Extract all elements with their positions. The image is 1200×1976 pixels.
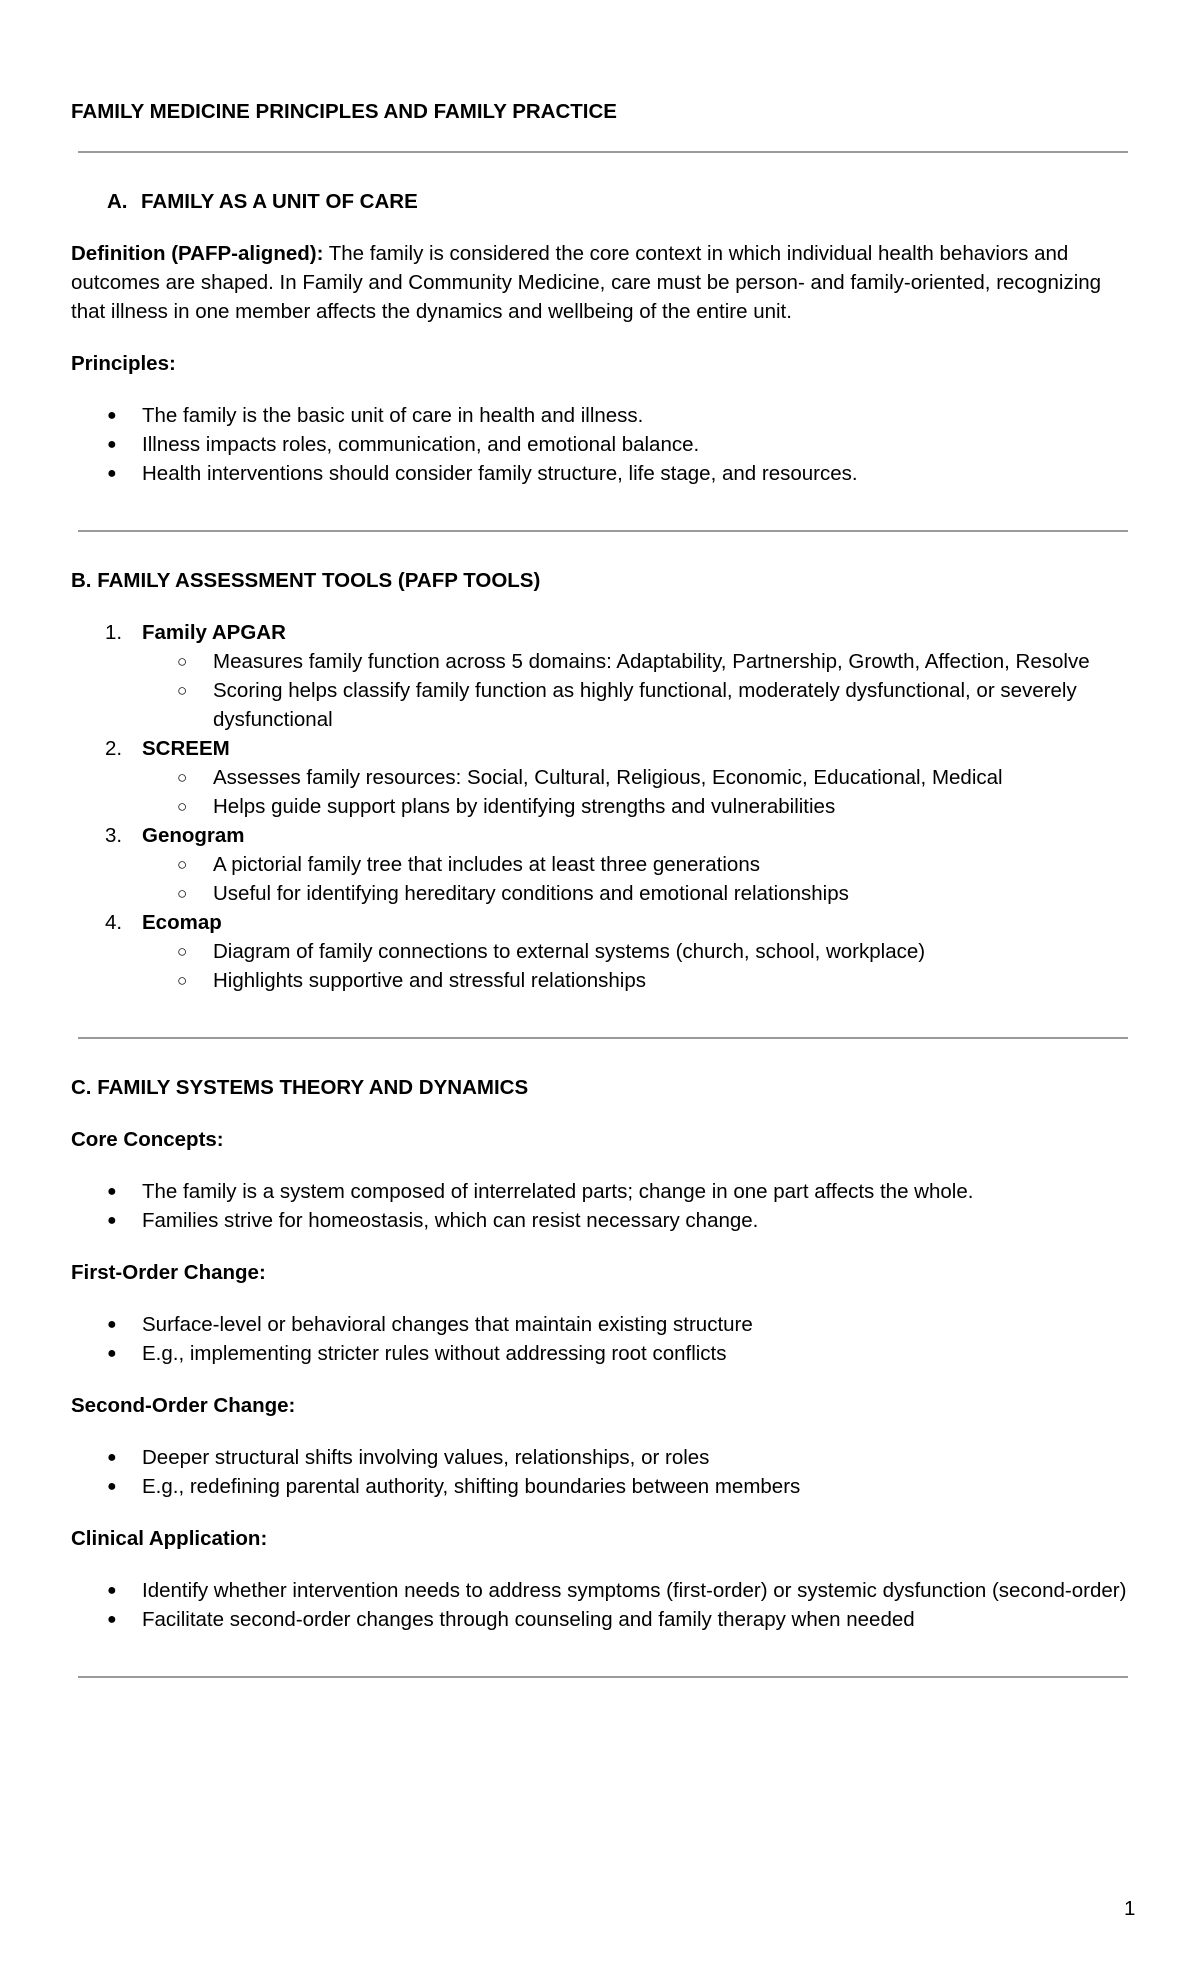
first-order-list [71,1310,1131,1368]
bullet-icon: ● [107,436,117,453]
circle-bullet-icon: ○ [177,971,188,990]
tool-name: Family APGAR [142,621,286,644]
section-a-title: FAMILY AS A UNIT OF CARE [141,190,418,213]
list-item-text: E.g., implementing stricter rules without addressing root conflicts [142,1342,727,1365]
sub-item-text: Useful for identifying hereditary conditions and emotional relationships [213,882,849,905]
list-item-text: Facilitate second-order changes through counseling and family therapy when needed [142,1608,915,1631]
circle-bullet-icon: ○ [177,681,188,700]
sub-item [142,792,1131,821]
bullet-icon: ● [107,1449,117,1466]
page-number: 1 [1124,1897,1136,1920]
sub-item [142,850,1131,879]
sub-item-text: Highlights supportive and stressful relationships [213,969,647,992]
bullet-icon: ● [107,1212,117,1229]
assessment-tools-list [71,618,1131,995]
sub-item-text: A pictorial family tree that includes at least three generations [213,853,760,876]
tool-points [142,937,1131,995]
definition-label: Definition (PAFP-aligned): [71,242,324,265]
sub-item-text: Measures family function across 5 domains: Adaptability, Partnership, Growth, Affection, Resolve [213,650,1090,673]
list-item [71,1177,1131,1206]
clinical-application-list [71,1576,1131,1634]
sub-item-text: Diagram of family connections to external systems (church, school, workplace) [213,940,926,963]
tool-item [71,821,1131,908]
section-a-heading [71,187,1131,216]
list-item-text: Identify whether intervention needs to address symptoms (first-order) or systemic dysfunction (second-order) [142,1579,1127,1602]
tool-item [71,618,1131,734]
definition-paragraph [71,239,1131,326]
list-item-text: Surface-level or behavioral changes that maintain existing structure [142,1313,753,1336]
list-item-text: The family is the basic unit of care in health and illness. [142,404,644,427]
clinical-application-label: Clinical Application: [71,1527,268,1550]
principles-label: Principles: [71,352,176,375]
sub-item [142,966,1131,995]
tool-number: 2. [105,737,123,760]
bullet-icon: ● [107,1478,117,1495]
tool-item [71,734,1131,821]
list-item [71,1605,1131,1634]
list-item [71,1472,1131,1501]
list-item [71,430,1131,459]
section-b-heading: B. FAMILY ASSESSMENT TOOLS (PAFP TOOLS) [71,569,541,592]
document-title: FAMILY MEDICINE PRINCIPLES AND FAMILY PRACTICE [71,100,617,123]
tool-points [142,850,1131,908]
list-item-text: Families strive for homeostasis, which can resist necessary change. [142,1209,759,1232]
sub-item-text: Assesses family resources: Social, Cultural, Religious, Economic, Educational, Medical [213,766,1003,789]
second-order-label: Second-Order Change: [71,1394,296,1417]
list-item [71,401,1131,430]
circle-bullet-icon: ○ [177,942,188,961]
sub-item [142,937,1131,966]
list-item-text: Illness impacts roles, communication, and emotional balance. [142,433,700,456]
bullet-icon: ● [107,1345,117,1362]
definition-text: The family is considered the core context in which individual health behaviors and outcomes are shaped. In Family and Community Medicine, care must be person- and family-oriented, recognizing that illness in one member affects the dynamics and wellbeing of the entire unit. [71,242,1102,323]
sub-item-text: Scoring helps classify family function as highly functional, moderately dysfunctional, or severely dysfunctional [213,679,1077,731]
divider [78,1676,1128,1678]
section-a-letter: A. [107,190,128,213]
sub-item [142,676,1131,734]
bullet-icon: ● [107,465,117,482]
list-item [71,1339,1131,1368]
bullet-icon: ● [107,1582,117,1599]
bullet-icon: ● [107,1316,117,1333]
bullet-icon: ● [107,1183,117,1200]
circle-bullet-icon: ○ [177,768,188,787]
circle-bullet-icon: ○ [177,884,188,903]
list-item [71,1576,1131,1605]
tool-name: Ecomap [142,911,222,934]
core-concepts-label: Core Concepts: [71,1128,224,1151]
tool-number: 4. [105,911,123,934]
tool-points [142,763,1131,821]
list-item-text: E.g., redefining parental authority, shifting boundaries between members [142,1475,801,1498]
tool-name: SCREEM [142,737,230,760]
document-body [71,97,1131,1678]
tool-number: 3. [105,824,123,847]
principles-list [71,401,1131,488]
circle-bullet-icon: ○ [177,797,188,816]
second-order-list [71,1443,1131,1501]
tool-points [142,647,1131,734]
section-c-heading: C. FAMILY SYSTEMS THEORY AND DYNAMICS [71,1076,529,1099]
sub-item [142,763,1131,792]
bullet-icon: ● [107,1611,117,1628]
bullet-icon: ● [107,407,117,424]
list-item-text: Health interventions should consider family structure, life stage, and resources. [142,462,858,485]
list-item [71,1206,1131,1235]
sub-item [142,879,1131,908]
list-item [71,1443,1131,1472]
core-concepts-list [71,1177,1131,1235]
list-item-text: The family is a system composed of interrelated parts; change in one part affects the whole. [142,1180,974,1203]
tool-name: Genogram [142,824,245,847]
sub-item-text: Helps guide support plans by identifying strengths and vulnerabilities [213,795,836,818]
list-item [71,1310,1131,1339]
circle-bullet-icon: ○ [177,652,188,671]
sub-item [142,647,1131,676]
list-item [71,459,1131,488]
tool-number: 1. [105,621,123,644]
list-item-text: Deeper structural shifts involving values, relationships, or roles [142,1446,710,1469]
first-order-label: First-Order Change: [71,1261,266,1284]
tool-item [71,908,1131,995]
circle-bullet-icon: ○ [177,855,188,874]
